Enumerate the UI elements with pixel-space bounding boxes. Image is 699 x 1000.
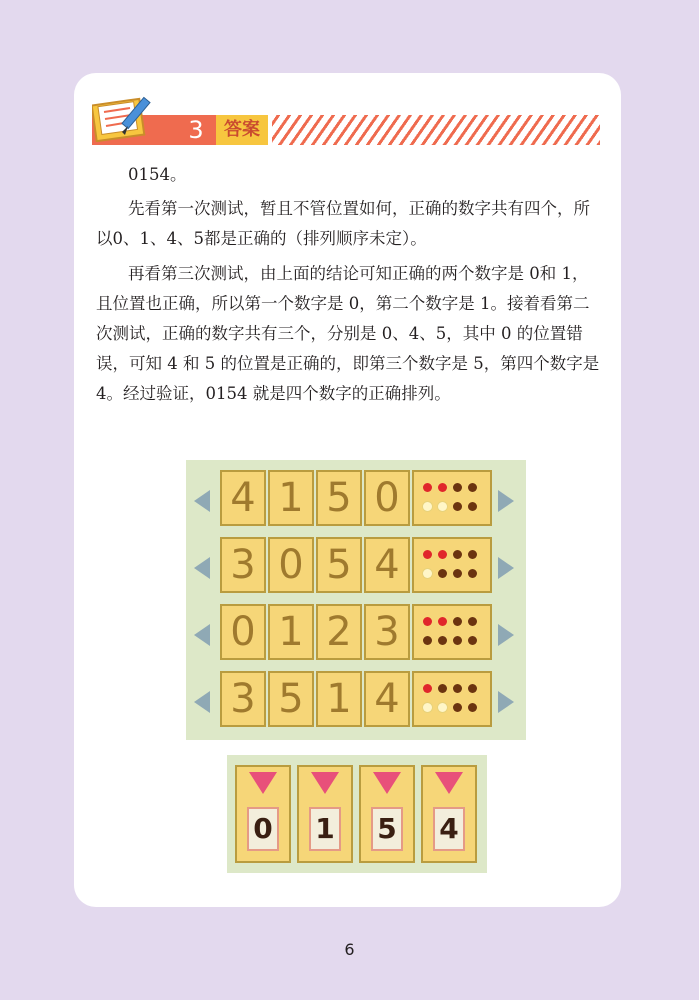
digit-tile	[220, 470, 266, 526]
pointer-triangle-icon	[435, 772, 463, 794]
peg-brown	[438, 569, 447, 578]
right-arrow-icon	[498, 557, 514, 579]
peg-brown	[468, 569, 477, 578]
digit-value: 5	[326, 475, 352, 521]
digit-value: 5	[278, 676, 304, 722]
answer-board	[227, 755, 487, 873]
peg-red	[423, 617, 432, 626]
notepad-pencil-icon	[92, 92, 168, 142]
peg-brown	[423, 636, 432, 645]
peg-brown	[438, 636, 447, 645]
right-arrow-icon	[498, 691, 514, 713]
digit-tile	[268, 671, 314, 727]
peg-brown	[468, 684, 477, 693]
left-arrow-icon	[194, 557, 210, 579]
feedback-pegs	[412, 671, 492, 727]
peg-yellow	[423, 569, 432, 578]
right-arrow-icon	[498, 624, 514, 646]
peg-brown	[468, 550, 477, 559]
digit-tile	[364, 537, 410, 593]
section-header	[92, 115, 600, 145]
digit-tile	[316, 470, 362, 526]
peg-brown	[468, 636, 477, 645]
digit-value: 4	[230, 475, 256, 521]
peg-red	[423, 550, 432, 559]
digit-value: 1	[278, 609, 304, 655]
digit-tile	[268, 470, 314, 526]
left-arrow-icon	[194, 624, 210, 646]
answer-digit-box	[371, 807, 403, 851]
header-stripes	[272, 115, 600, 145]
digit-value: 1	[278, 475, 304, 521]
digit-tile	[268, 537, 314, 593]
digit-value: 3	[230, 542, 256, 588]
peg-yellow	[438, 502, 447, 511]
guess-row	[186, 667, 526, 729]
peg-brown	[453, 550, 462, 559]
peg-brown	[453, 483, 462, 492]
peg-brown	[453, 569, 462, 578]
peg-brown	[468, 502, 477, 511]
answer-digit: 4	[439, 812, 459, 845]
feedback-pegs	[412, 470, 492, 526]
answer-line: 0154。	[128, 165, 187, 184]
answer-digit-box	[247, 807, 279, 851]
answer-digit: 1	[315, 812, 335, 845]
peg-yellow	[438, 703, 447, 712]
peg-red	[438, 617, 447, 626]
digit-value: 3	[230, 676, 256, 722]
section-title: 答案	[216, 115, 268, 145]
digit-tile	[364, 671, 410, 727]
paragraph-1: 先看第一次测试，暂且不管位置如何，正确的数字共有四个，所以0、1、4、5都是正确的（排列顺序未定）。	[96, 199, 590, 248]
digit-value: 5	[326, 542, 352, 588]
digit-value: 4	[374, 676, 400, 722]
digit-tile	[316, 604, 362, 660]
answer-slot	[235, 765, 291, 863]
peg-brown	[453, 636, 462, 645]
page-number: 6	[344, 940, 355, 959]
answer-slot	[359, 765, 415, 863]
peg-brown	[468, 617, 477, 626]
feedback-pegs	[412, 604, 492, 660]
peg-yellow	[423, 703, 432, 712]
peg-brown	[453, 617, 462, 626]
guess-row	[186, 533, 526, 595]
digit-tile	[268, 604, 314, 660]
answer-digit: 5	[377, 812, 397, 845]
digit-tile	[220, 537, 266, 593]
digit-tile	[316, 537, 362, 593]
digit-tile	[220, 671, 266, 727]
peg-brown	[453, 703, 462, 712]
peg-brown	[453, 684, 462, 693]
puzzle-board	[186, 460, 526, 740]
answer-slot	[297, 765, 353, 863]
peg-brown	[468, 483, 477, 492]
peg-red	[438, 550, 447, 559]
answer-digit-box	[433, 807, 465, 851]
peg-red	[438, 483, 447, 492]
digit-value: 4	[374, 542, 400, 588]
feedback-pegs	[412, 537, 492, 593]
pointer-triangle-icon	[311, 772, 339, 794]
pointer-triangle-icon	[373, 772, 401, 794]
paragraph-2: 再看第三次测试，由上面的结论可知正确的两个数字是 0和 1，且位置也正确，所以第一个数字是 0，第二个数字是 1。接着看第二次测试，正确的数字共有三个，分别是 0、4、5，其中 0 的位置错误，可知 4 和 5 的位置是正确的，即第三个数字是 5，第四个数字是 4。经过验证，0154 就是四个数字的正确排列。	[96, 264, 600, 403]
peg-red	[423, 483, 432, 492]
answer-digit-box	[309, 807, 341, 851]
peg-brown	[453, 502, 462, 511]
digit-value: 0	[278, 542, 304, 588]
guess-row	[186, 466, 526, 528]
digit-tile	[220, 604, 266, 660]
digit-value: 0	[230, 609, 256, 655]
digit-value: 1	[326, 676, 352, 722]
digit-value: 3	[374, 609, 400, 655]
answer-digit: 0	[253, 812, 273, 845]
digit-value: 0	[374, 475, 400, 521]
peg-brown	[468, 703, 477, 712]
digit-tile	[364, 604, 410, 660]
left-arrow-icon	[194, 490, 210, 512]
left-arrow-icon	[194, 691, 210, 713]
digit-tile	[364, 470, 410, 526]
peg-red	[423, 684, 432, 693]
right-arrow-icon	[498, 490, 514, 512]
section-number: 3	[188, 116, 204, 144]
peg-yellow	[423, 502, 432, 511]
digit-value: 2	[326, 609, 352, 655]
pointer-triangle-icon	[249, 772, 277, 794]
answer-slot	[421, 765, 477, 863]
digit-tile	[316, 671, 362, 727]
guess-row	[186, 600, 526, 662]
peg-brown	[438, 684, 447, 693]
